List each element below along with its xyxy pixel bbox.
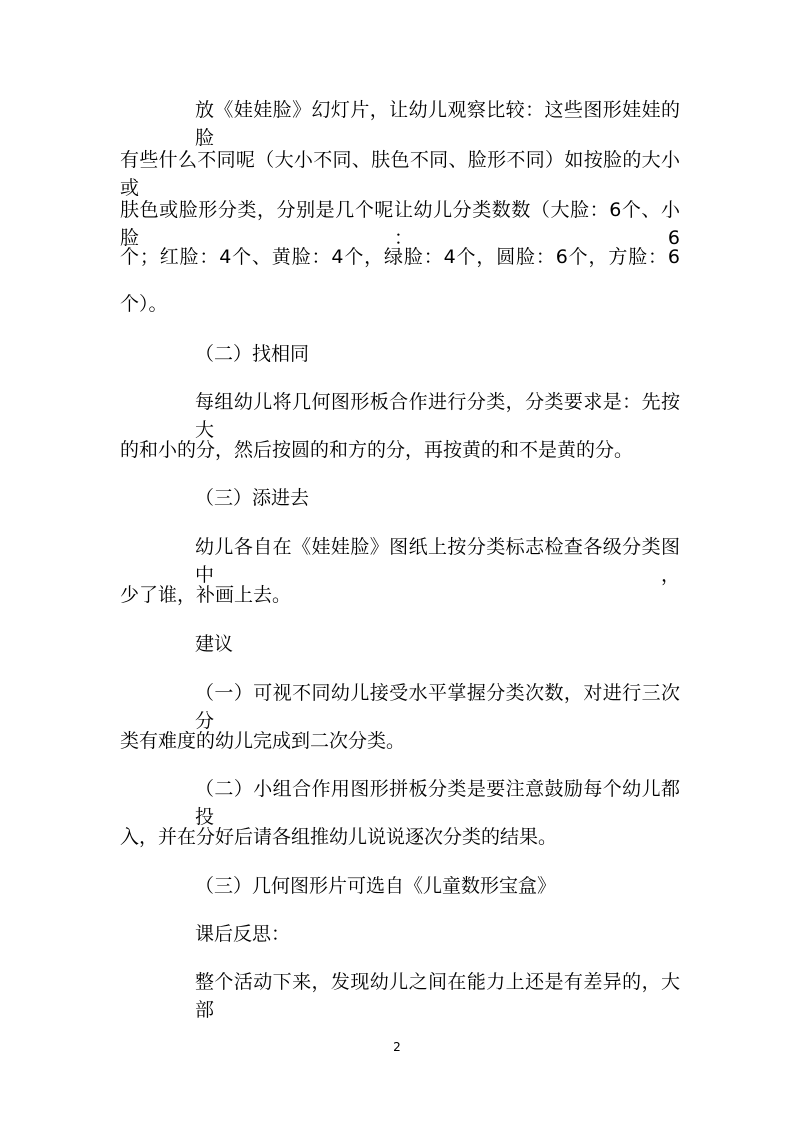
paragraph-line: 个；红脸：4个、黄脸：4个，绿脸：4个，圆脸：6个，方脸：6	[120, 246, 680, 268]
paragraph-line: 肤色或脸形分类，分别是几个呢让幼儿分类数数（大脸：6个、小脸：6	[120, 199, 680, 249]
paragraph-line: 整个活动下来，发现幼儿之间在能力上还是有差异的，大部	[195, 971, 680, 1021]
paragraph-line: 放《娃娃脸》幻灯片，让幼儿观察比较：这些图形娃娃的脸	[195, 99, 680, 149]
paragraph-line: 的和小的分，然后按圆的和方的分，再按黄的和不是黄的分。	[120, 439, 634, 461]
paragraph-line: （二）小组合作用图形拼板分类是要注意鼓励每个幼儿都投	[195, 778, 680, 828]
paragraph-line: 入，并在分好后请各组推幼儿说说逐次分类的结果。	[120, 826, 558, 848]
paragraph-line: （三）几何图形片可选自《儿童数形宝盒》	[195, 875, 557, 897]
section-heading: 课后反思：	[195, 923, 291, 945]
section-heading: （三）添进去	[195, 487, 310, 509]
section-heading: （二）找相同	[195, 343, 310, 365]
paragraph-line: （一）可视不同幼儿接受水平掌握分类次数，对进行三次分	[195, 682, 680, 732]
page-number: 2	[393, 1040, 401, 1054]
paragraph-line: 有些什么不同呢（大小不同、肤色不同、脸形不同）如按脸的大小或	[120, 149, 680, 199]
paragraph-line: 个）。	[120, 293, 168, 315]
paragraph-line: 类有难度的幼儿完成到二次分类。	[120, 730, 406, 752]
paragraph-line: 每组幼儿将几何图形板合作进行分类，分类要求是：先按大	[195, 391, 680, 441]
paragraph-line: 少了谁，补画上去。	[120, 584, 292, 606]
section-heading: 建议	[195, 633, 234, 655]
paragraph-line: 幼儿各自在《娃娃脸》图纸上按分类标志检查各级分类图中，	[195, 536, 680, 586]
